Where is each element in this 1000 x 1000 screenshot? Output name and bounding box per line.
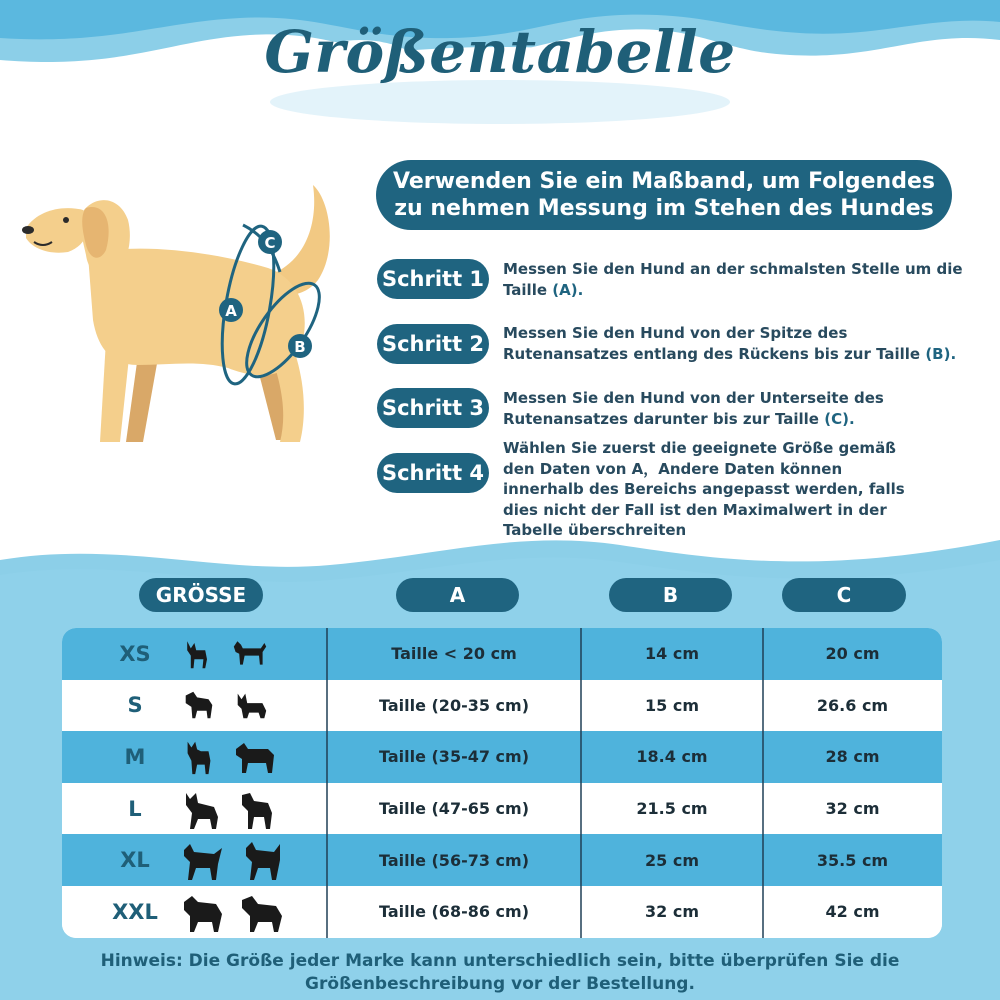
table-row	[62, 628, 942, 680]
size-a-cell: Taille (47-65 cm)	[378, 799, 530, 819]
step-1-badge: Schritt 1	[377, 259, 489, 299]
size-cell	[62, 628, 327, 680]
header-size: GRÖSSE	[139, 578, 263, 612]
instruction-header-line2: zu nehmen Messung im Stehen des Hundes	[394, 196, 934, 221]
size-label: M	[124, 744, 146, 769]
diagram-label-c: C	[264, 234, 276, 252]
dog-measurement-illustration	[18, 180, 338, 455]
size-a-cell: Taille (68-86 cm)	[378, 902, 530, 922]
footer-note-line1: Hinweis: Die Größe jeder Marke kann unterschiedlich sein, bitte überprüfen Sie die	[100, 951, 900, 971]
size-label: XS	[119, 641, 151, 666]
step-3-description: Messen Sie den Hund von der Unterseite des Rutenansatzes darunter bis zur Taille	[503, 389, 884, 428]
step-3-badge: Schritt 3	[377, 388, 489, 428]
column-divider	[326, 628, 328, 938]
step-2-text	[503, 323, 963, 364]
size-cell	[62, 783, 327, 835]
dog-silhouette-icon	[180, 737, 218, 777]
size-c-cell: 42 cm	[825, 902, 880, 922]
dog-silhouette-icon	[238, 892, 284, 934]
size-c-cell: 32 cm	[825, 799, 880, 819]
table-row	[62, 731, 942, 783]
size-c-cell: 20 cm	[825, 644, 880, 664]
size-icons	[180, 737, 278, 777]
size-icons	[180, 789, 276, 831]
size-a-cell: Taille (56-73 cm)	[378, 850, 530, 870]
header-c: C	[782, 578, 906, 612]
dog-silhouette-icon	[180, 686, 218, 724]
page-title: Größentabelle	[264, 18, 736, 86]
size-icons	[180, 840, 282, 882]
dog-silhouette-icon	[230, 634, 270, 670]
size-b-cell: 32 cm	[645, 902, 699, 922]
diagram-label-a: A	[225, 302, 237, 320]
step-3-ref: (C).	[824, 409, 855, 428]
size-cell	[62, 731, 327, 783]
size-c-cell: 28 cm	[825, 747, 880, 767]
size-c-cell: 26.6 cm	[816, 695, 889, 715]
size-cell	[62, 680, 327, 732]
step-1-ref: (A).	[552, 280, 584, 299]
size-c-cell: 35.5 cm	[816, 850, 889, 870]
size-label: L	[128, 796, 142, 821]
size-icons	[180, 892, 284, 934]
step-2-description: Messen Sie den Hund von der Spitze des Rutenansatzes entlang des Rückens bis zur Taille	[503, 324, 926, 363]
step-3-text	[503, 388, 963, 429]
dog-silhouette-icon	[180, 634, 216, 670]
table-row	[62, 886, 942, 938]
step-1-text	[503, 259, 963, 300]
dog-silhouette-icon	[236, 789, 276, 831]
size-label: XXL	[112, 899, 158, 924]
size-label: XL	[120, 848, 150, 873]
diagram-label-b: B	[294, 338, 306, 356]
instruction-header	[376, 160, 952, 230]
step-1-description: Messen Sie den Hund an der schmalsten Stelle um die Taille	[503, 260, 963, 299]
size-cell	[62, 886, 327, 938]
step-2-badge: Schritt 2	[377, 324, 489, 364]
table-row	[62, 834, 942, 886]
dog-silhouette-icon	[180, 892, 224, 934]
size-cell	[62, 834, 327, 886]
step-4-badge: Schritt 4	[377, 453, 489, 493]
step-2-ref: (B).	[925, 344, 957, 363]
size-b-cell: 15 cm	[645, 695, 699, 715]
header-a: A	[396, 578, 519, 612]
table-row	[62, 680, 942, 732]
size-a-cell: Taille < 20 cm	[391, 644, 517, 664]
instruction-header-line1: Verwenden Sie ein Maßband, um Folgendes	[393, 169, 935, 194]
dog-silhouette-icon	[232, 686, 270, 724]
size-label: S	[127, 693, 143, 718]
footer-note-line2: Größenbeschreibung vor der Bestellung.	[305, 974, 695, 994]
size-table	[62, 628, 942, 938]
footer-note	[40, 950, 960, 996]
size-b-cell: 14 cm	[645, 644, 699, 664]
step-4-text	[503, 438, 923, 541]
dog-silhouette-icon	[180, 840, 226, 882]
size-b-cell: 18.4 cm	[636, 747, 708, 767]
size-icons	[180, 634, 270, 670]
dog-silhouette-icon	[232, 737, 278, 777]
size-a-cell: Taille (20-35 cm)	[378, 695, 530, 715]
size-b-cell: 25 cm	[645, 850, 699, 870]
size-a-cell: Taille (35-47 cm)	[378, 747, 530, 767]
step-4-description: Wählen Sie zuerst die geeignete Größe gemäß den Daten von A，Andere Daten können innerhalb des Bereichs angepasst werden, falls dies nicht der Fall ist den Maximalwert in der Tabelle überschreiten	[503, 439, 905, 539]
size-b-cell: 21.5 cm	[636, 799, 708, 819]
size-icons	[180, 686, 270, 724]
header-b: B	[609, 578, 732, 612]
table-row	[62, 783, 942, 835]
dog-silhouette-icon	[240, 840, 282, 882]
dog-silhouette-icon	[180, 789, 222, 831]
column-divider	[580, 628, 582, 938]
column-divider	[762, 628, 764, 938]
